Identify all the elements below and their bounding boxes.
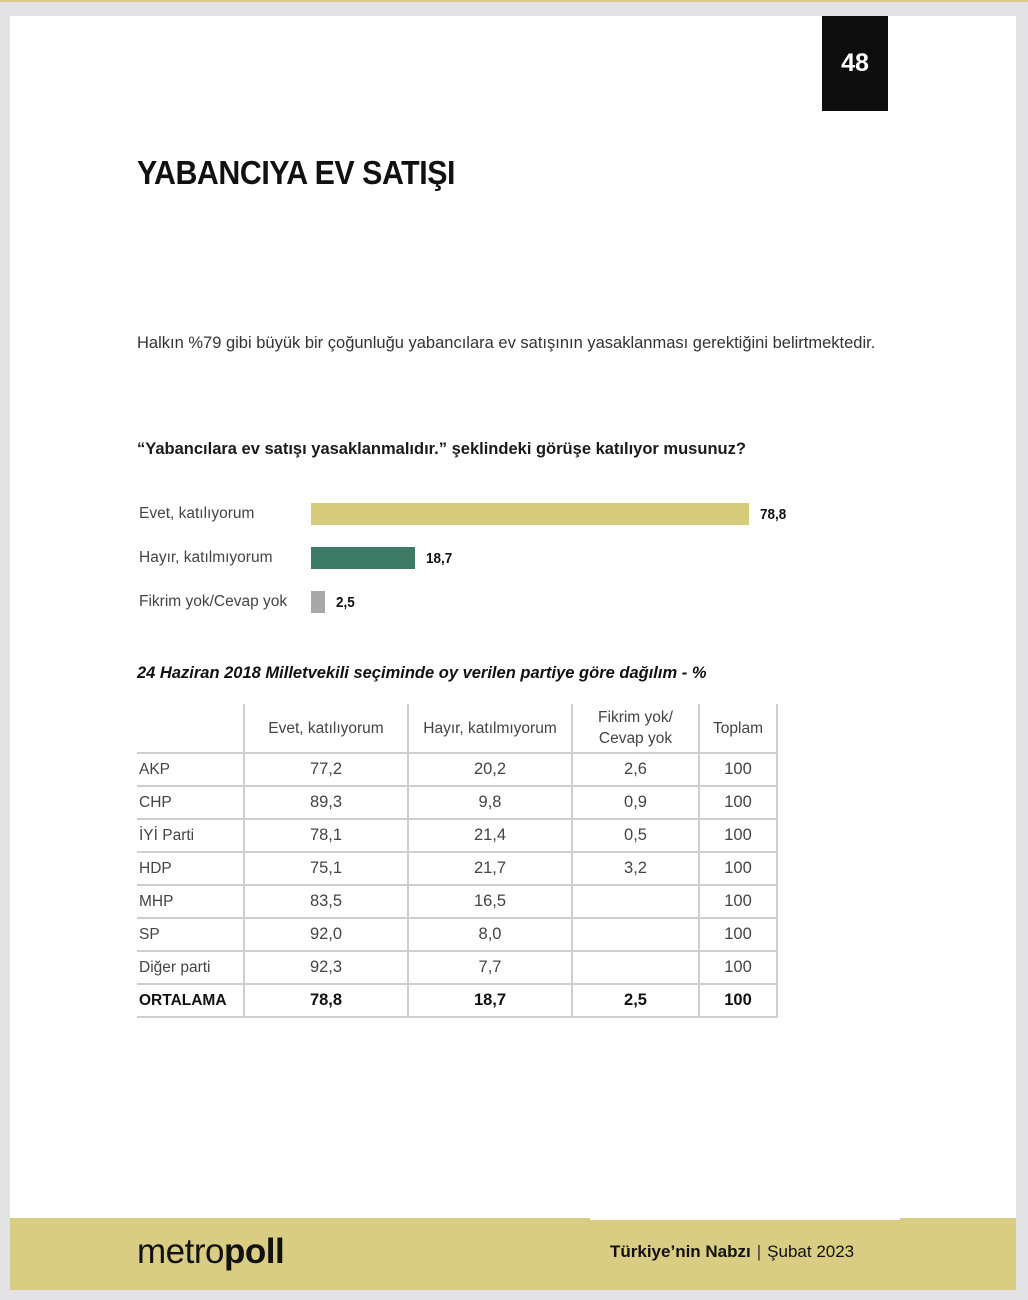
value-cell: 83,5 [244,885,408,918]
table-header-row [137,704,777,753]
bar-row [137,591,897,615]
value-cell: 9,8 [408,786,572,819]
party-cell: CHP [137,786,244,819]
page-title: YABANCIYA EV SATIŞI [137,154,456,191]
value-cell: 100 [699,786,777,819]
table-row [137,753,777,786]
party-cell: SP [137,918,244,951]
bar-value-label: 78,8 [760,506,787,523]
table-row [137,885,777,918]
header-yes: Evet, katılıyorum [244,704,408,753]
value-cell: 92,3 [244,951,408,984]
value-cell: 21,4 [408,819,572,852]
header-total: Toplam [699,704,777,753]
value-cell: 100 [699,885,777,918]
page-number-badge: 48 [822,16,888,111]
value-cell: 18,7 [408,984,572,1017]
bar-row [137,503,897,527]
table-row [137,819,777,852]
header-no-opinion-text: Fikrim yok/ Cevap yok [598,709,673,747]
party-cell: Diğer parti [137,951,244,984]
bar-value-label: 18,7 [425,550,453,567]
table-average-row [137,984,777,1017]
header-party [137,704,244,753]
bar-row [137,547,897,571]
bar [311,591,325,613]
footer-publication [610,1242,854,1262]
publication-date: Şubat 2023 [767,1242,855,1261]
value-cell: 100 [699,918,777,951]
bar-category-label: Fikrim yok/Cevap yok [139,593,288,610]
table-row [137,786,777,819]
value-cell: 7,7 [408,951,572,984]
party-cell: İYİ Parti [137,819,244,852]
value-cell: 100 [699,753,777,786]
bar-value-label: 2,5 [336,594,355,611]
table-title: 24 Haziran 2018 Milletvekili seçiminde oy verilen partiye göre dağılım - % [137,664,707,682]
value-cell: 89,3 [244,786,408,819]
table-row [137,852,777,885]
party-cell: ORTALAMA [137,984,244,1017]
value-cell: 100 [699,852,777,885]
survey-question: “Yabancılara ev satışı yasaklanmalıdır.” şeklindeki görüşe katılıyor musunuz? [137,440,746,458]
report-page [10,16,1016,1290]
value-cell: 16,5 [408,885,572,918]
table-body [137,753,777,1017]
value-cell [572,885,699,918]
value-cell: 75,1 [244,852,408,885]
value-cell: 78,1 [244,819,408,852]
publication-name: Türkiye’nin Nabzı [610,1242,751,1261]
value-cell: 92,0 [244,918,408,951]
intro-paragraph: Halkın %79 gibi büyük bir çoğunluğu yabancılara ev satışının yasaklanması gerektiğini belirtmektedir. [137,334,876,352]
bar-category-label: Evet, katılıyorum [139,505,255,522]
footer-bar [10,1218,1016,1290]
table-row [137,918,777,951]
value-cell: 21,7 [408,852,572,885]
logo-light-part: metro [137,1232,224,1271]
value-cell: 2,6 [572,753,699,786]
footer-separator: | [756,1242,762,1261]
party-cell: AKP [137,753,244,786]
value-cell: 20,2 [408,753,572,786]
bar [311,547,415,569]
value-cell: 0,9 [572,786,699,819]
bar-category-label: Hayır, katılmıyorum [139,549,273,566]
value-cell: 0,5 [572,819,699,852]
value-cell: 2,5 [572,984,699,1017]
top-accent-line [0,0,1028,2]
value-cell: 78,8 [244,984,408,1017]
value-cell [572,918,699,951]
header-no: Hayır, katılmıyorum [408,704,572,753]
distribution-table [137,704,778,1018]
value-cell [572,951,699,984]
value-cell: 100 [699,819,777,852]
metropoll-logo [137,1232,284,1272]
value-cell: 77,2 [244,753,408,786]
footer-divider [590,1218,900,1220]
value-cell: 100 [699,984,777,1017]
party-cell: MHP [137,885,244,918]
party-cell: HDP [137,852,244,885]
bar [311,503,749,525]
header-no-opinion [572,704,699,753]
value-cell: 3,2 [572,852,699,885]
table-row [137,951,777,984]
value-cell: 100 [699,951,777,984]
logo-bold-part: poll [223,1232,285,1271]
value-cell: 8,0 [408,918,572,951]
